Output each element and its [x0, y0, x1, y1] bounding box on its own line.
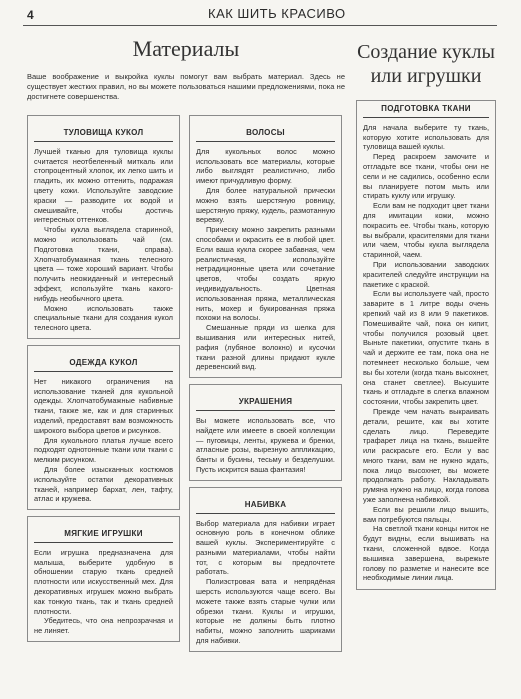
creation-title: Создание куклы или игрушки — [357, 41, 495, 87]
clothes-paragraph: Для кукольного платья лучше всего подходят однотонные ткани или ткани с мелким рисунком. — [34, 435, 173, 465]
running-title: КАК ШИТЬ КРАСИВО — [208, 6, 346, 21]
materials-intro-block — [27, 36, 345, 102]
fabric-prep-paragraph: Если вам не подходит цвет ткани для имитации кожи, можно покрасить ее. Чтобы ткань, которую вы выбрали, красителями для ткани или чаем, чтобы кукла выглядела старинной, чаем. — [363, 201, 489, 260]
soft-toys-paragraph: Если игрушка предназначена для малыша, выберите удобную в обношении старую ткань средней плотности или искусственный мех. Для декоративных игрушек можно выбрать как тонкую ткань, так и ткань средней плотности. — [34, 547, 173, 616]
torso-paragraph: Чтобы кукла выглядела старинной, можно использовать чай (см. Подготовка ткани, справа). Хлопчатобумажная ткань телесного цвета — тоже хороший вариант. Чтобы получить неожиданный и интересный эффект, используйте ткань какого-нибудь необычного цвета. — [34, 225, 173, 303]
torso-section — [27, 115, 180, 339]
fabric-prep-paragraph: На светлой ткани концы ниток не будут видны, если вышивать на ткани, сложенной вдвое. Когда вышивка завершена, вырежьте голову по разметке и нанесите все необходимые линии лица. — [363, 524, 489, 583]
column-left — [27, 115, 180, 648]
soft-toys-section — [27, 516, 180, 642]
clothes-paragraph: Нет никакого ограничения на использование тканей для кукольной одежды. Хлопчатобумажные набивные ткани, также же, как и для старинных изделий, предоставят вам возможность широкого выбора цветов и рисунков. — [34, 376, 173, 435]
fabric-prep-paragraph: Прежде чем начать выкраивать детали, решите, как вы хотите сделать лицо. Переведите трафарет лица на ткань, вышейте или раскрасьте его. Если у вас много ткани, вам не нужно ждать, пока лицо высохнет, вы можете продолжать работу. Накладывать румяна нужно на лицо, когда голова уже заполнена набивкой. — [363, 406, 489, 505]
stuffing-paragraph: Полиэстровая вата и непрядёная шерсть используются чаще всего. Вы можете также взять старые чулки или обрезки ткани. Куклы и игрушки, которые не должны быть плотно набиты, можно заполнить шариками для набивки. — [196, 577, 335, 646]
fabric-prep-paragraph: Перед раскроем замочите и отгладьте все ткани, чтобы они не сели и не садились, особенно если вы планируете потом мыть или стирать куклу или игрушку. — [363, 152, 489, 201]
hair-paragraph: Для кукольных волос можно использовать все материалы, которые либо выглядят реалистично, либо имеют причудливую форму. — [196, 146, 335, 186]
hair-paragraph: Смешанные пряди из шелка для вышивания или интересных нитей, рафия (лубяное волокно) и кусочки ткани разной длины придают кукле деревенский вид. — [196, 323, 335, 372]
materials-title: Материалы — [132, 36, 240, 61]
decorations-heading: УКРАШЕНИЯ — [196, 394, 335, 411]
column-right — [356, 36, 496, 590]
soft-toys-paragraph: Убедитесь, что она непрозрачная и не линяет. — [34, 616, 173, 636]
clothes-heading: ОДЕЖДА КУКОЛ — [34, 355, 173, 372]
decorations-paragraph: Вы можете использовать все, что найдете или имеете в своей коллекции — пуговицы, ленты, кружева и бренки, атласные розы, вырезную аппликацию, банты и бусины, тесьму и безделушки. Пусть искрится ваша фантазия! — [196, 415, 335, 474]
hair-heading: ВОЛОСЫ — [196, 125, 335, 142]
hair-paragraph: Причеcку можно закрепить разными способами и окрасить ее в любой цвет. Если ваша кукла скорее забавная, чем реалистичная, используйте нетрадиционные цвета или сочетание цветов, чтобы создать яркую индивидуальность. Цветная использованная пряжа, металлическая нить, мохер и букированная пряжа похожи на волосы. — [196, 225, 335, 323]
stuffing-heading: НАБИВКА — [196, 497, 335, 514]
fabric-prep-section — [356, 100, 496, 590]
torso-paragraph: Лучшей тканью для туловища куклы считается неотбеленный миткаль или стопроцентный хлопок, их легко шить и гладить, их можно оттенить, подражая цвету кожи. Используйте заводские краски — разводите их водой и смешивайте, чтобы достичь интересных оттенков. — [34, 146, 173, 225]
stuffing-section — [189, 487, 342, 652]
stuffing-paragraph: Выбор материала для набивки играет основную роль в конечном облике вашей куклы. Экспериментируйте с разными материалами, чтобы найти тот, с которым вы предпочтете работать. — [196, 518, 335, 577]
page-number: 4 — [27, 8, 34, 22]
fabric-prep-paragraph: При использовании заводских красителей следуйте инструкции на пакетике с краской. — [363, 259, 489, 289]
torso-paragraph: Можно использовать также специальные ткани для создания кукол телесного цвета. — [34, 303, 173, 333]
fabric-prep-paragraph: Для начала выберите ту ткань, которую хотите использовать для туловища вашей куклы. — [363, 122, 489, 152]
torso-heading: ТУЛОВИЩА КУКОЛ — [34, 125, 173, 142]
fabric-prep-heading: ПОДГОТОВКА ТКАНИ — [363, 101, 489, 118]
materials-intro: Ваше воображение и выкройка куклы помогут вам выбрать материал. Здесь не существует жестких правил, но вы можете пользоваться нашими предложениями, пока не достигнете совершенства. — [27, 72, 345, 101]
fabric-prep-paragraph: Если вы используете чай, просто заварите в 1 литре воды очень крепкий чай из 8 или 9 пакетиков. Помешивайте чай, пока он кипит, чтобы получился розовый цвет. Выньте пакетики, опустите ткань в чай и держите ее там, пока она не потемнеет несколько больше, чем вы бы хотели (когда ткань высохнет, она станет светлее). Высушите ткань и отгладьте в слегка влажном состоянии, чтобы закрепить цвет. — [363, 289, 489, 407]
column-middle — [189, 115, 342, 658]
clothes-section — [27, 345, 180, 510]
decorations-section — [189, 384, 342, 481]
hair-section — [189, 115, 342, 378]
soft-toys-heading: МЯГКИЕ ИГРУШКИ — [34, 526, 173, 543]
header-rule — [23, 25, 497, 26]
hair-paragraph: Для более натуральной прически можно взять шерстяную ровницу, шерстяную пряжу, кудель, размотанную веревку. — [196, 185, 335, 225]
fabric-prep-paragraph: Если вы решили лицо вышить, вам потребуются пяльцы. — [363, 504, 489, 524]
clothes-paragraph: Для более изысканных костюмов используйте остатки декоративных тканей, например бархат, лен, тафту, атлас и кружева. — [34, 464, 173, 504]
